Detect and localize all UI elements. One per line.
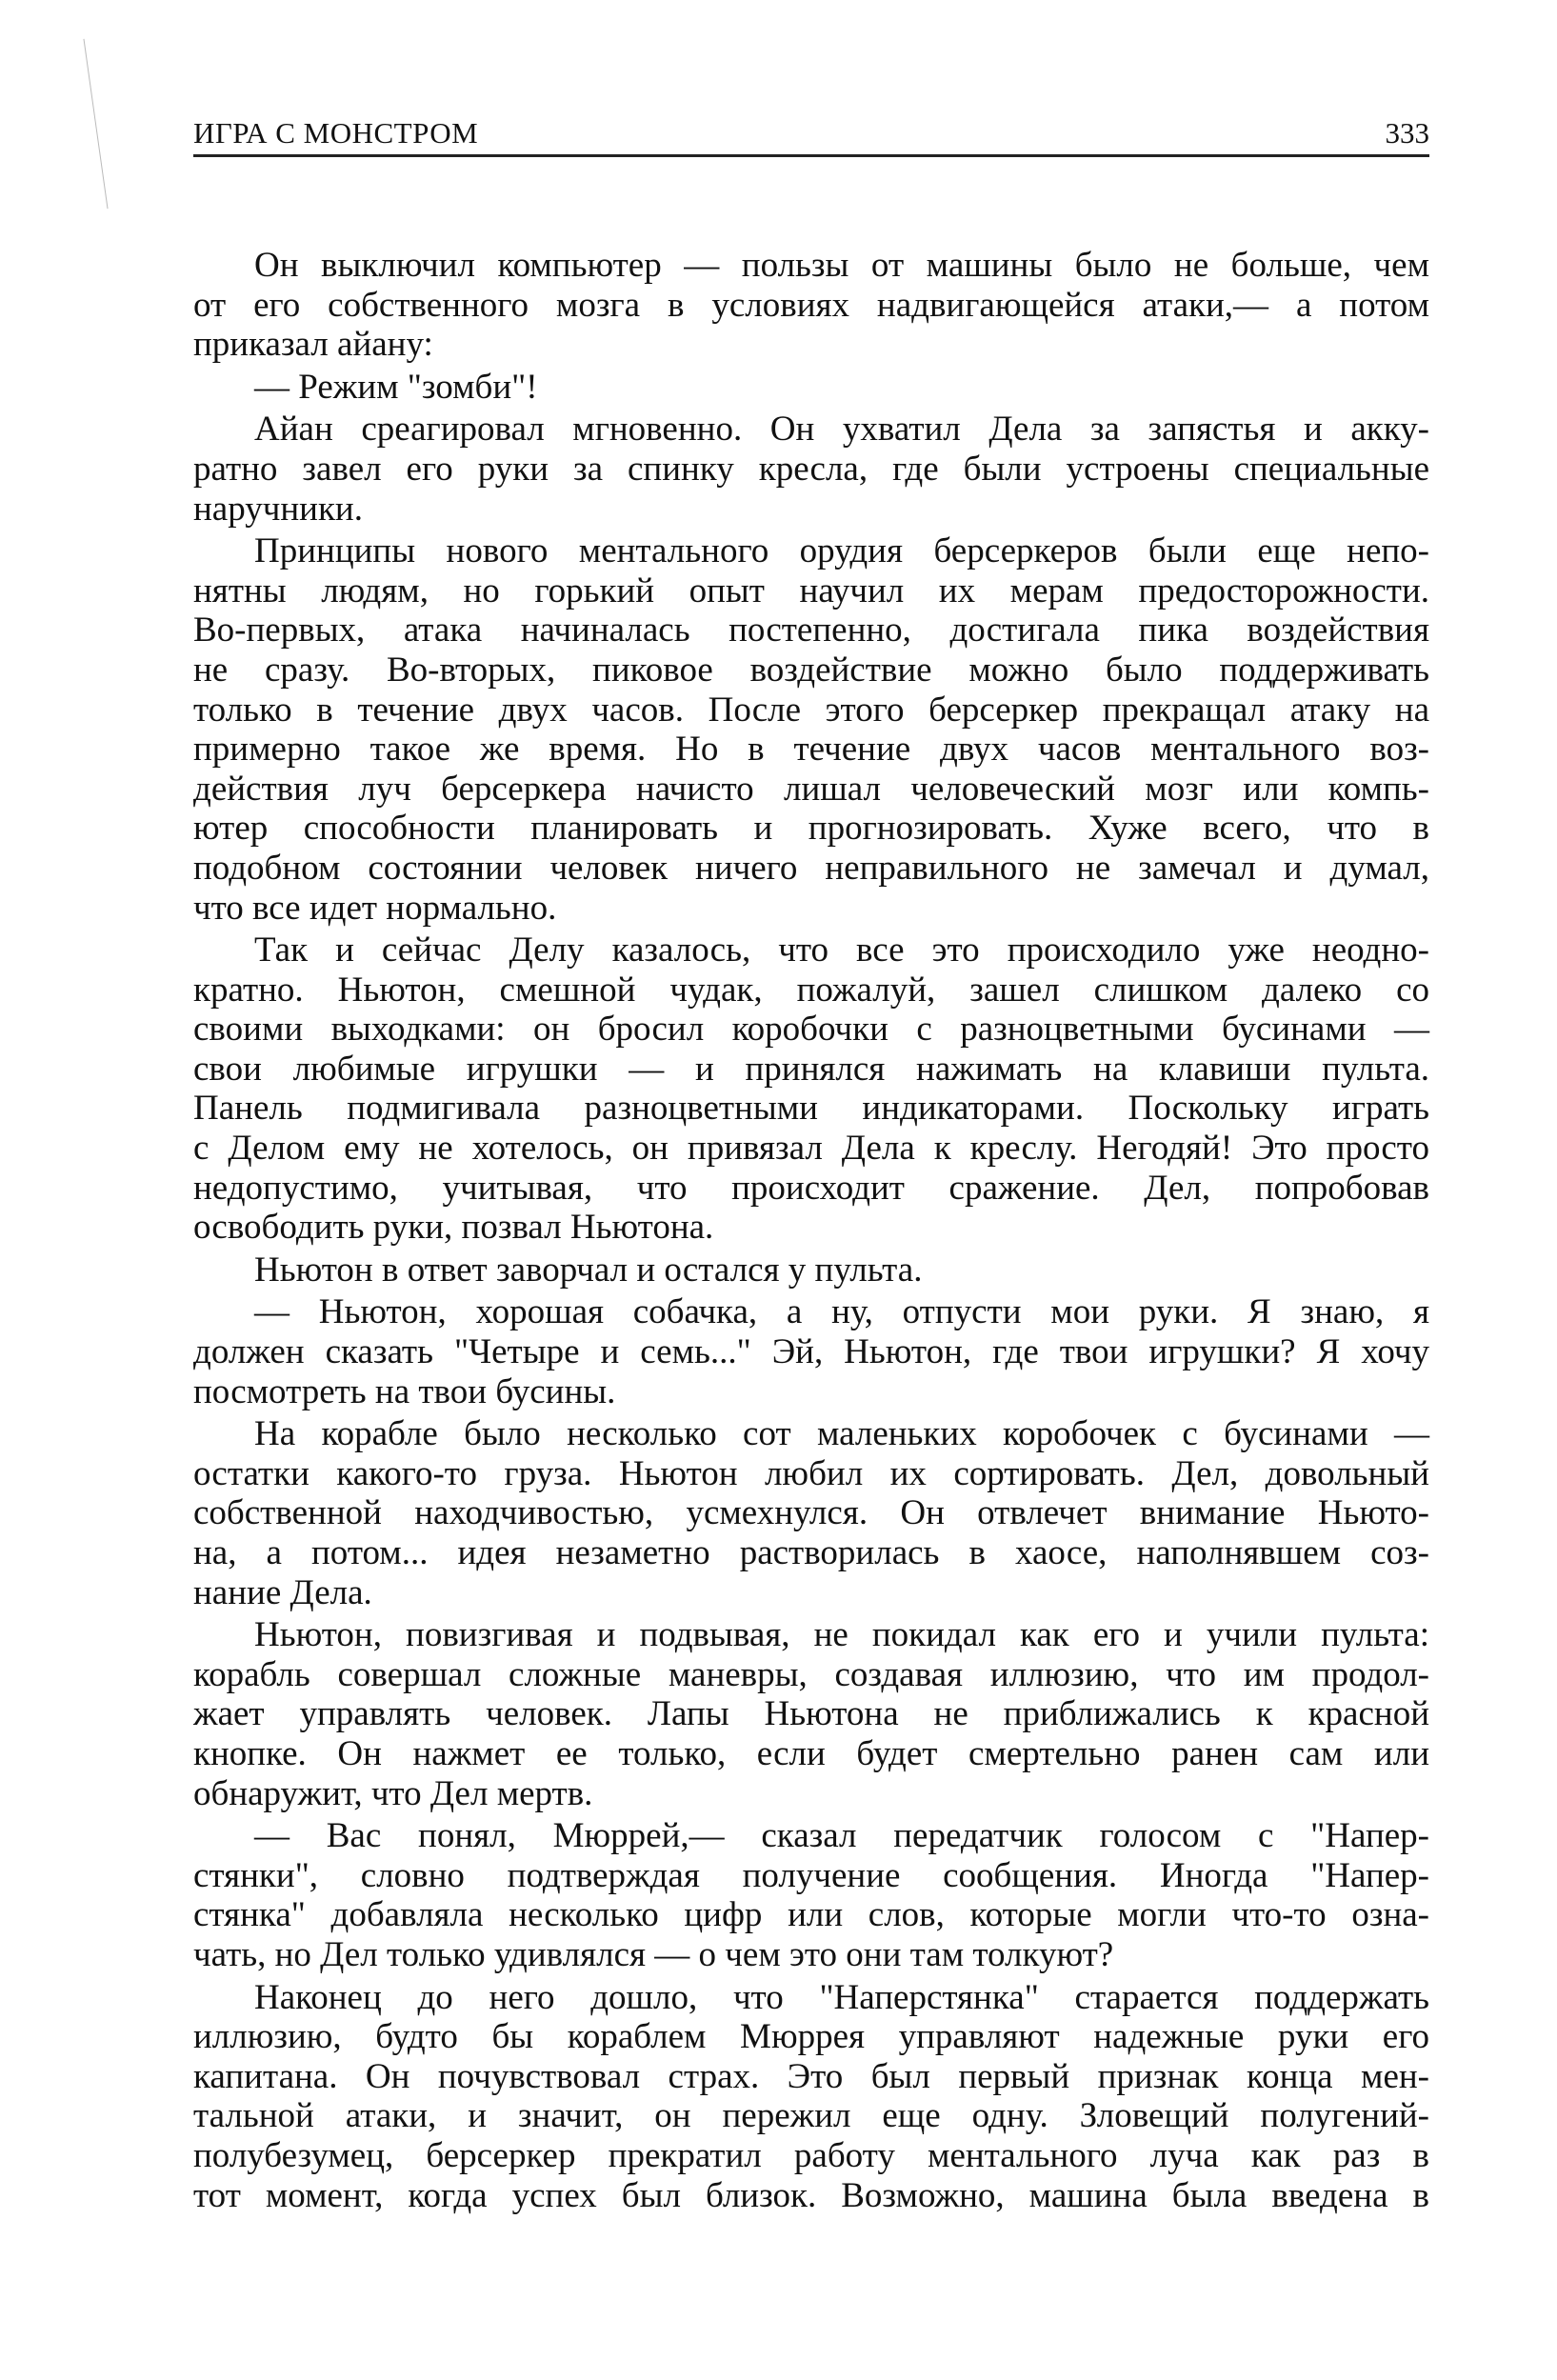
text-line: примерно такое же время. Но в течение двух часов ментального воз-: [193, 730, 1429, 770]
text-line: корабль совершал сложные маневры, создавая иллюзию, что им продол-: [193, 1654, 1429, 1694]
text-line: должен сказать "Четыре и семь..." Эй, Ньютон, где твои игрушки? Я хочу: [193, 1332, 1429, 1372]
paragraph: [193, 410, 1429, 529]
text-line: Во-первых, атака начиналась постепенно, достигала пика воздействия: [193, 610, 1429, 650]
text-line: наручники.: [193, 489, 363, 529]
text-line: стянки", словно подтверждая получение сообщения. Иногда "Напер-: [193, 1855, 1429, 1895]
text-line: Наконец до него дошло, что "Наперстянка" старается поддержать: [254, 1977, 1429, 2017]
running-title: ИГРА С МОНСТРОМ: [193, 116, 479, 150]
text-line: чать, но Дел только удивлялся — о чем это они там толкуют?: [193, 1934, 1114, 1974]
text-line: Так и сейчас Делу казалось, что все это происходило уже неодно-: [254, 930, 1429, 970]
text-line: — Режим "зомби"!: [254, 367, 538, 407]
paragraph: [193, 246, 1429, 365]
paragraph: [193, 1250, 1429, 1290]
text-line: жает управлять человек. Лапы Ньютона не приближались к красной: [193, 1694, 1429, 1734]
text-line: что все идет нормально.: [193, 888, 557, 928]
text-line: остатки какого-то груза. Ньютон любил их сортировать. Дел, довольный: [193, 1453, 1429, 1493]
text-line: от его собственного мозга в условиях надвигающейся атаки,— а потом: [193, 285, 1429, 325]
text-line: ютер способности планировать и прогнозировать. Хуже всего, что в: [193, 809, 1429, 849]
paragraph: [193, 930, 1429, 1248]
text-line: не сразу. Во-вторых, пиковое воздействие можно было поддерживать: [193, 650, 1429, 690]
text-line: ратно завел его руки за спинку кресла, где были устроены специальные: [193, 449, 1429, 489]
text-line: обнаружит, что Дел мертв.: [193, 1773, 593, 1813]
paragraph: [193, 1978, 1429, 2216]
text-line: своими выходками: он бросил коробочки с разноцветными бусинами —: [193, 1010, 1429, 1050]
text-line: приказал айану:: [193, 325, 433, 365]
text-line: полубезумец, берсеркер прекратил работу ментального луча как раз в: [193, 2135, 1429, 2175]
paragraph: [193, 368, 1429, 408]
text-line: с Делом ему не хотелось, он привязал Дела к креслу. Негодяй! Это просто: [193, 1129, 1429, 1169]
text-line: Панель подмигивала разноцветными индикаторами. Поскольку играть: [193, 1089, 1429, 1129]
text-line: Айан среагировал мгновенно. Он ухватил Дела за запястья и акку-: [254, 410, 1429, 450]
text-line: на, а потом... идея незаметно растворилась в хаосе, наполнявшем соз-: [193, 1533, 1429, 1572]
text-line: Ньютон, повизгивая и подвывая, не покидал как его и учили пульта:: [254, 1615, 1429, 1655]
text-line: только в течение двух часов. После этого берсеркер прекращал атаку на: [193, 690, 1429, 730]
text-line: кнопке. Он нажмет ее только, если будет смертельно ранен сам или: [193, 1733, 1429, 1773]
text-line: Принципы нового ментального орудия берсеркеров были еще непо-: [254, 531, 1429, 571]
page-number: 333: [1385, 116, 1429, 150]
text-line: действия луч берсеркера начисто лишал человеческий мозг или компь-: [193, 769, 1429, 809]
text-line: — Ньютон, хорошая собачка, а ну, отпусти мои руки. Я знаю, я: [254, 1292, 1429, 1332]
text-line: недопустимо, учитывая, что происходит сражение. Дел, попробовав: [193, 1168, 1429, 1208]
text-line: нятны людям, но горький опыт научил их мерам предосторожности.: [193, 570, 1429, 610]
text-line: Он выключил компьютер — пользы от машины было не больше, чем: [254, 246, 1429, 285]
paragraph: [193, 1816, 1429, 1974]
text-line: кратно. Ньютон, смешной чудак, пожалуй, зашел слишком далеко со: [193, 970, 1429, 1010]
text-line: — Вас понял, Мюррей,— сказал передатчик голосом с "Напер-: [254, 1816, 1429, 1856]
paragraph: [193, 1615, 1429, 1813]
text-line: освободить руки, позвал Ньютона.: [193, 1208, 714, 1248]
text-line: собственной находчивостью, усмехнулся. Он отвлечет внимание Ньюто-: [193, 1493, 1429, 1533]
text-line: Ньютон в ответ заворчал и остался у пульта.: [254, 1250, 923, 1290]
paragraph: [193, 1292, 1429, 1411]
text-line: свои любимые игрушки — и принялся нажимать на клавиши пульта.: [193, 1049, 1429, 1089]
paragraph: [193, 1414, 1429, 1612]
text-line: тот момент, когда успех был близок. Возможно, машина была введена в: [193, 2175, 1429, 2215]
text-line: стянка" добавляла несколько цифр или слов, которые могли что-то озна-: [193, 1895, 1429, 1935]
running-header: [193, 112, 1429, 157]
text-line: нание Дела.: [193, 1572, 372, 1612]
text-line: посмотреть на твои бусины.: [193, 1371, 616, 1411]
paragraph: [193, 531, 1429, 928]
page-body: [193, 243, 1429, 2215]
text-line: подобном состоянии человек ничего неправильного не замечал и думал,: [193, 848, 1429, 888]
text-line: На корабле было несколько сот маленьких коробочек с бусинами —: [254, 1414, 1429, 1454]
scan-artifact: [83, 39, 108, 209]
text-line: тальной атаки, и значит, он пережил еще одну. Зловещий полугений-: [193, 2096, 1429, 2136]
text-line: иллюзию, будто бы кораблем Мюррея управляют надежные руки его: [193, 2017, 1429, 2057]
text-line: капитана. Он почувствовал страх. Это был первый признак конца мен-: [193, 2056, 1429, 2096]
